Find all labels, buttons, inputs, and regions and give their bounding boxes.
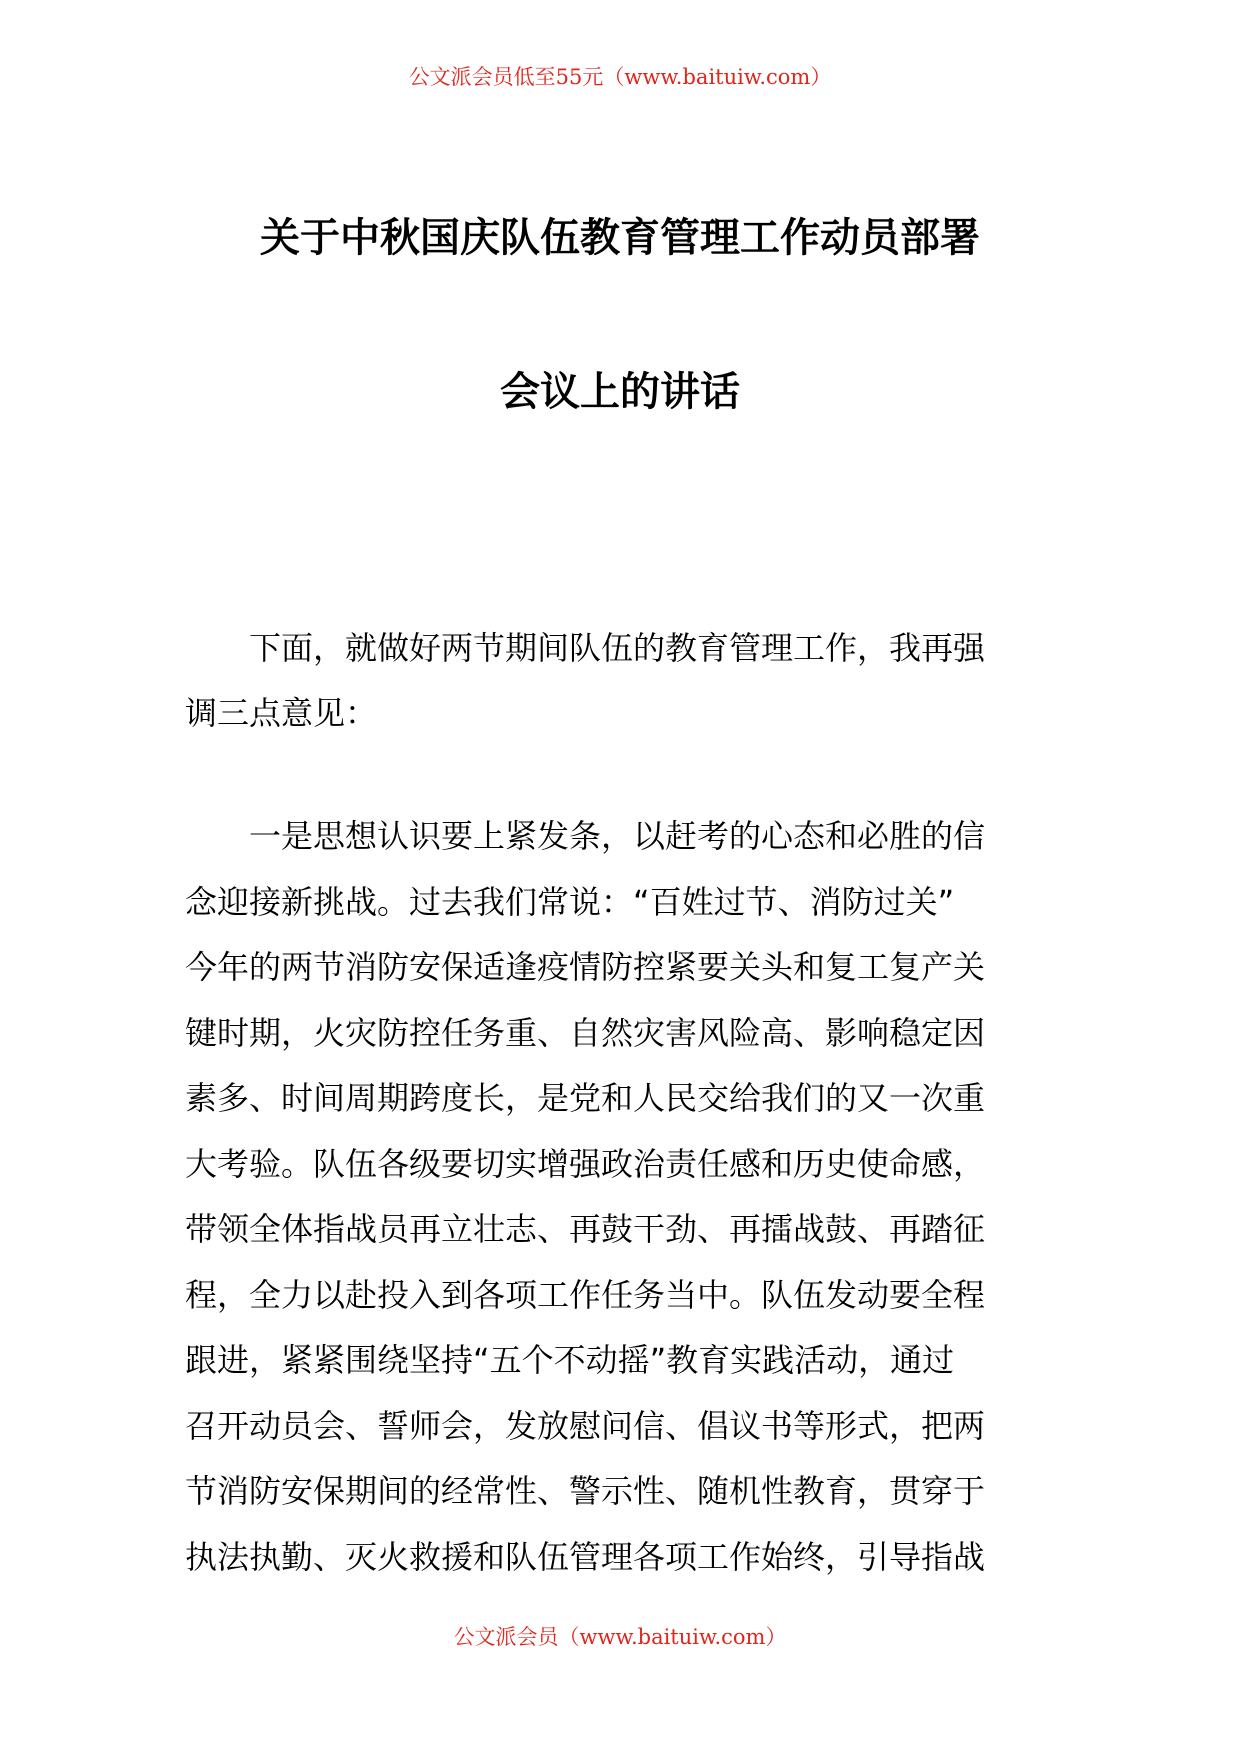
paragraph-1 [185, 616, 1065, 746]
document-title-line-2: 会议上的讲话 [500, 369, 740, 415]
paragraph-line: 节消防安保期间的经常性、警示性、随机性教育，贯穿于 [185, 1472, 986, 1510]
paragraph-line: 召开动员会、誓师会，发放慰问信、倡议书等形式，把两 [185, 1406, 986, 1445]
paragraph-line: 大考验。队伍各级要切实增强政治责任感和历史使命感， [185, 1144, 986, 1183]
paragraph-line: 带领全体指战员再立壮志、再鼓干劲、再擂战鼓、再踏征 [185, 1210, 986, 1248]
footer-banner: 公文派会员（www.baituiw.com） [453, 1625, 787, 1649]
paragraph-line: 调三点意见： [185, 694, 378, 732]
paragraph-2 [185, 804, 1065, 1590]
paragraph-line: 一是思想认识要上紧发条，以赶考的心态和必胜的信 [185, 817, 986, 855]
paragraph-line: 执法执勤、灭火救援和队伍管理各项工作始终，引导指战 [185, 1537, 986, 1576]
paragraph-line: 跟进，紧紧围绕坚持“五个不动摇”教育实践活动，通过 [185, 1341, 955, 1379]
paragraph-line: 下面，就做好两节期间队伍的教育管理工作，我再强 [185, 629, 986, 667]
paragraph-line: 素多、时间周期跨度长，是党和人民交给我们的又一次重 [185, 1079, 986, 1117]
paragraph-line: 念迎接新挑战。过去我们常说：“百姓过节、消防过关” [185, 882, 955, 921]
paragraph-line: 程，全力以赴投入到各项工作任务当中。队伍发动要全程 [185, 1275, 986, 1314]
paragraph-line: 今年的两节消防安保适逢疫情防控紧要关头和复工复产关 [185, 948, 986, 986]
header-banner: 公文派会员低至55元（www.baituiw.com） [408, 65, 832, 89]
document-title-line-1: 关于中秋国庆队伍教育管理工作动员部署 [260, 215, 980, 261]
paragraph-line: 键时期，火灾防控任务重、自然灾害风险高、影响稳定因 [185, 1013, 986, 1052]
